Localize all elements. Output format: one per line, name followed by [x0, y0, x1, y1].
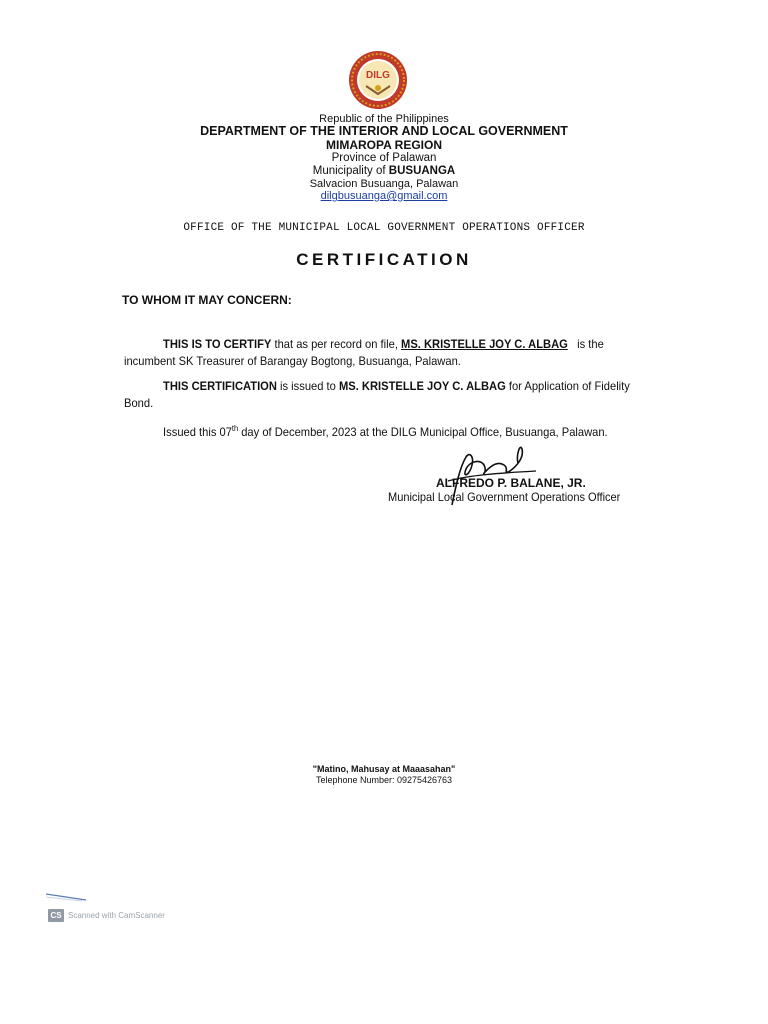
telephone-number: Telephone Number: 09275426763: [315, 775, 453, 785]
dilg-seal-logo: [348, 50, 408, 110]
issuance-paragraph: [124, 378, 645, 412]
issued-end: day of December, 2023 at the DILG Municipal Office, Busuanga, Palawan.: [238, 425, 608, 439]
certify-end: is the incumbent SK Treasurer of Barangay Bogtong, Busuanga, Palawan.: [124, 337, 607, 368]
province-name: Province of Palawan: [331, 152, 437, 164]
signatory-title: Municipal Local Government Operations Officer: [388, 490, 621, 504]
issuance-lead: THIS CERTIFICATION: [163, 379, 277, 393]
office-address: Salvacion Busuanga, Palawan: [309, 178, 459, 190]
camscanner-watermark: [48, 908, 165, 922]
issuance-end: for Application of Fidelity Bond.: [124, 379, 630, 410]
republic-line: Republic of the Philippines: [319, 113, 449, 125]
motto: "Matino, Mahusay at Maaasahan": [312, 764, 456, 774]
certify-paragraph: [124, 336, 645, 370]
camscanner-text: Scanned with CamScanner: [68, 910, 165, 920]
signatory-name: ALFREDO P. BALANE, JR.: [436, 476, 586, 490]
issued-date-paragraph: [124, 420, 645, 441]
certify-mid: that as per record on file,: [271, 337, 402, 351]
certify-lead: THIS IS TO CERTIFY: [163, 337, 272, 351]
issuance-person-name: MS. KRISTELLE JOY C. ALBAG: [338, 379, 506, 393]
municipality-prefix: Municipality of: [312, 165, 389, 177]
certified-person-name: MS. KRISTELLE JOY C. ALBAG: [401, 337, 568, 351]
email-link[interactable]: dilgbusuanga@gmail.com: [320, 190, 448, 202]
issued-start: Issued this 07: [163, 425, 232, 439]
issued-ordinal: th: [231, 424, 239, 433]
region-name: MIMAROPA REGION: [326, 138, 442, 152]
municipality-line: [0, 165, 768, 177]
camscanner-icon: CS: [48, 909, 64, 922]
municipality-name: BUSUANGA: [388, 165, 456, 177]
svg-text:DILG: DILG: [366, 70, 390, 81]
salutation: TO WHOM IT MAY CONCERN:: [122, 293, 292, 307]
scan-edge-artifact: [46, 892, 88, 902]
document-title: CERTIFICATION: [296, 250, 472, 269]
issuance-mid: is issued to: [276, 379, 339, 393]
office-title: OFFICE OF THE MUNICIPAL LOCAL GOVERNMENT OPERATIONS OFFICER: [183, 222, 585, 234]
department-name: DEPARTMENT OF THE INTERIOR AND LOCAL GOVERNMENT: [200, 124, 568, 138]
